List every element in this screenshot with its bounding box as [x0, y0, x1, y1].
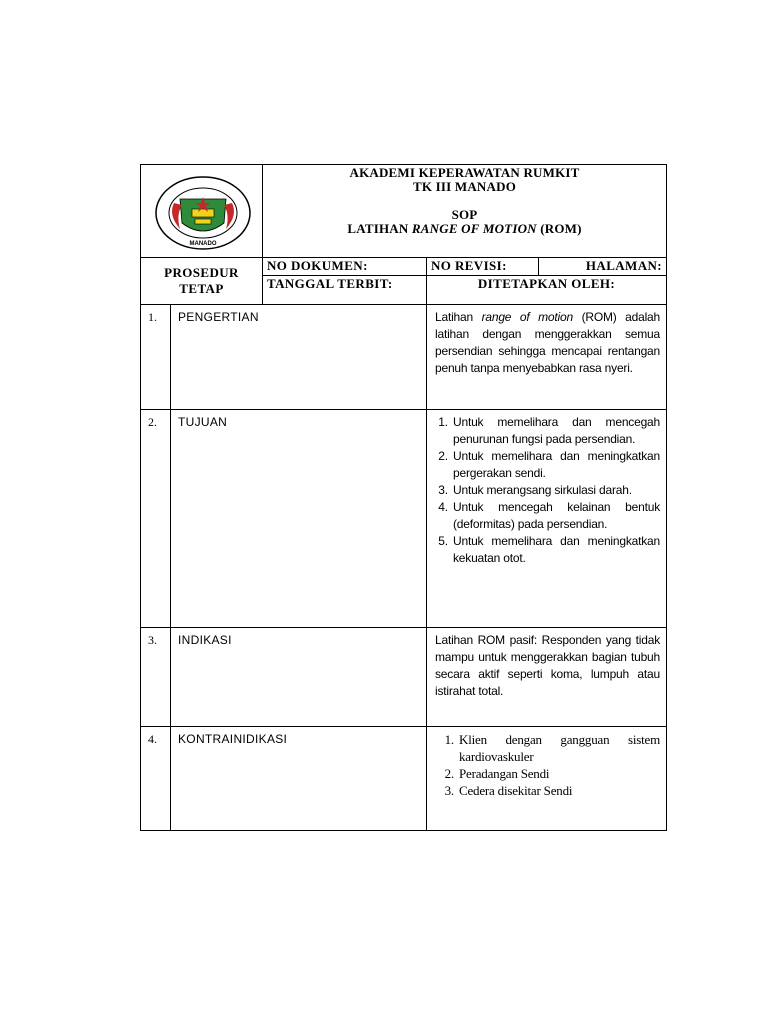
list-item: 1. Klien dengan gangguan sistem kardiovaskuler [457, 731, 660, 765]
table-row [141, 628, 667, 727]
logo-bottom-text: MANADO [189, 241, 217, 247]
section-label-kontraindikasi: KONTRAINIDIKASI [171, 727, 427, 831]
indikasi-text: Latihan ROM pasif: Responden yang tidak mampu untuk menggerakkan bagian tubuh secara aktif seperti koma, lumpuh atau istirahat total. [427, 628, 667, 727]
list-item: 3. Untuk merangsang sirkulasi darah. [451, 482, 660, 499]
list-item: 2. Peradangan Sendi [457, 765, 660, 782]
no-dokumen: NO DOKUMEN: [263, 258, 427, 276]
sop-document [140, 164, 666, 831]
table-row [141, 305, 667, 410]
pengertian-text: Latihan range of motion (ROM) adalah latihan dengan menggerakkan semua persendian sehingga mencapai rentangan penuh tanpa menyebabkan rasa nyeri. [427, 305, 667, 410]
halaman: HALAMAN: [539, 258, 667, 276]
list-item: 1. Untuk memelihara dan mencegah penurunan fungsi pada persendian. [451, 414, 660, 448]
list-item: 5. Untuk memelihara dan meningkatkan kekuatan otot. [451, 533, 660, 567]
row-number: 2. [141, 410, 171, 628]
section-label-tujuan: TUJUAN [171, 410, 427, 628]
no-revisi: NO REVISI: [427, 258, 539, 276]
row-number: 3. [141, 628, 171, 727]
content-table [140, 304, 667, 831]
doc-type: SOP [451, 207, 478, 222]
list-item: 4. Untuk mencegah kelainan bentuk (deformitas) pada persendian. [451, 499, 660, 533]
tanggal-terbit: TANGGAL TERBIT: [263, 276, 427, 305]
list-item: 3. Cedera disekitar Sendi [457, 782, 660, 799]
kontraindikasi-list [427, 727, 667, 831]
section-label-indikasi: INDIKASI [171, 628, 427, 727]
table-row [141, 410, 667, 628]
ditetapkan-oleh: DITETAPKAN OLEH: [427, 276, 667, 305]
doc-title: LATIHAN RANGE OF MOTION (ROM) [347, 221, 582, 236]
table-row [141, 727, 667, 831]
institution-line1: AKADEMI KEPERAWATAN RUMKIT [349, 165, 580, 180]
institution-logo [154, 175, 252, 251]
row-number: 1. [141, 305, 171, 410]
logo-cell [141, 165, 263, 258]
institution-line2: TK III MANADO [413, 179, 517, 194]
section-label-pengertian: PENGERTIAN [171, 305, 427, 410]
tujuan-list [427, 410, 667, 628]
header-table [140, 164, 667, 305]
list-item: 2. Untuk memelihara dan meningkatkan pergerakan sendi. [451, 448, 660, 482]
row-number: 4. [141, 727, 171, 831]
prosedur-tetap: PROSEDUR TETAP [141, 258, 263, 305]
title-cell [263, 165, 667, 258]
